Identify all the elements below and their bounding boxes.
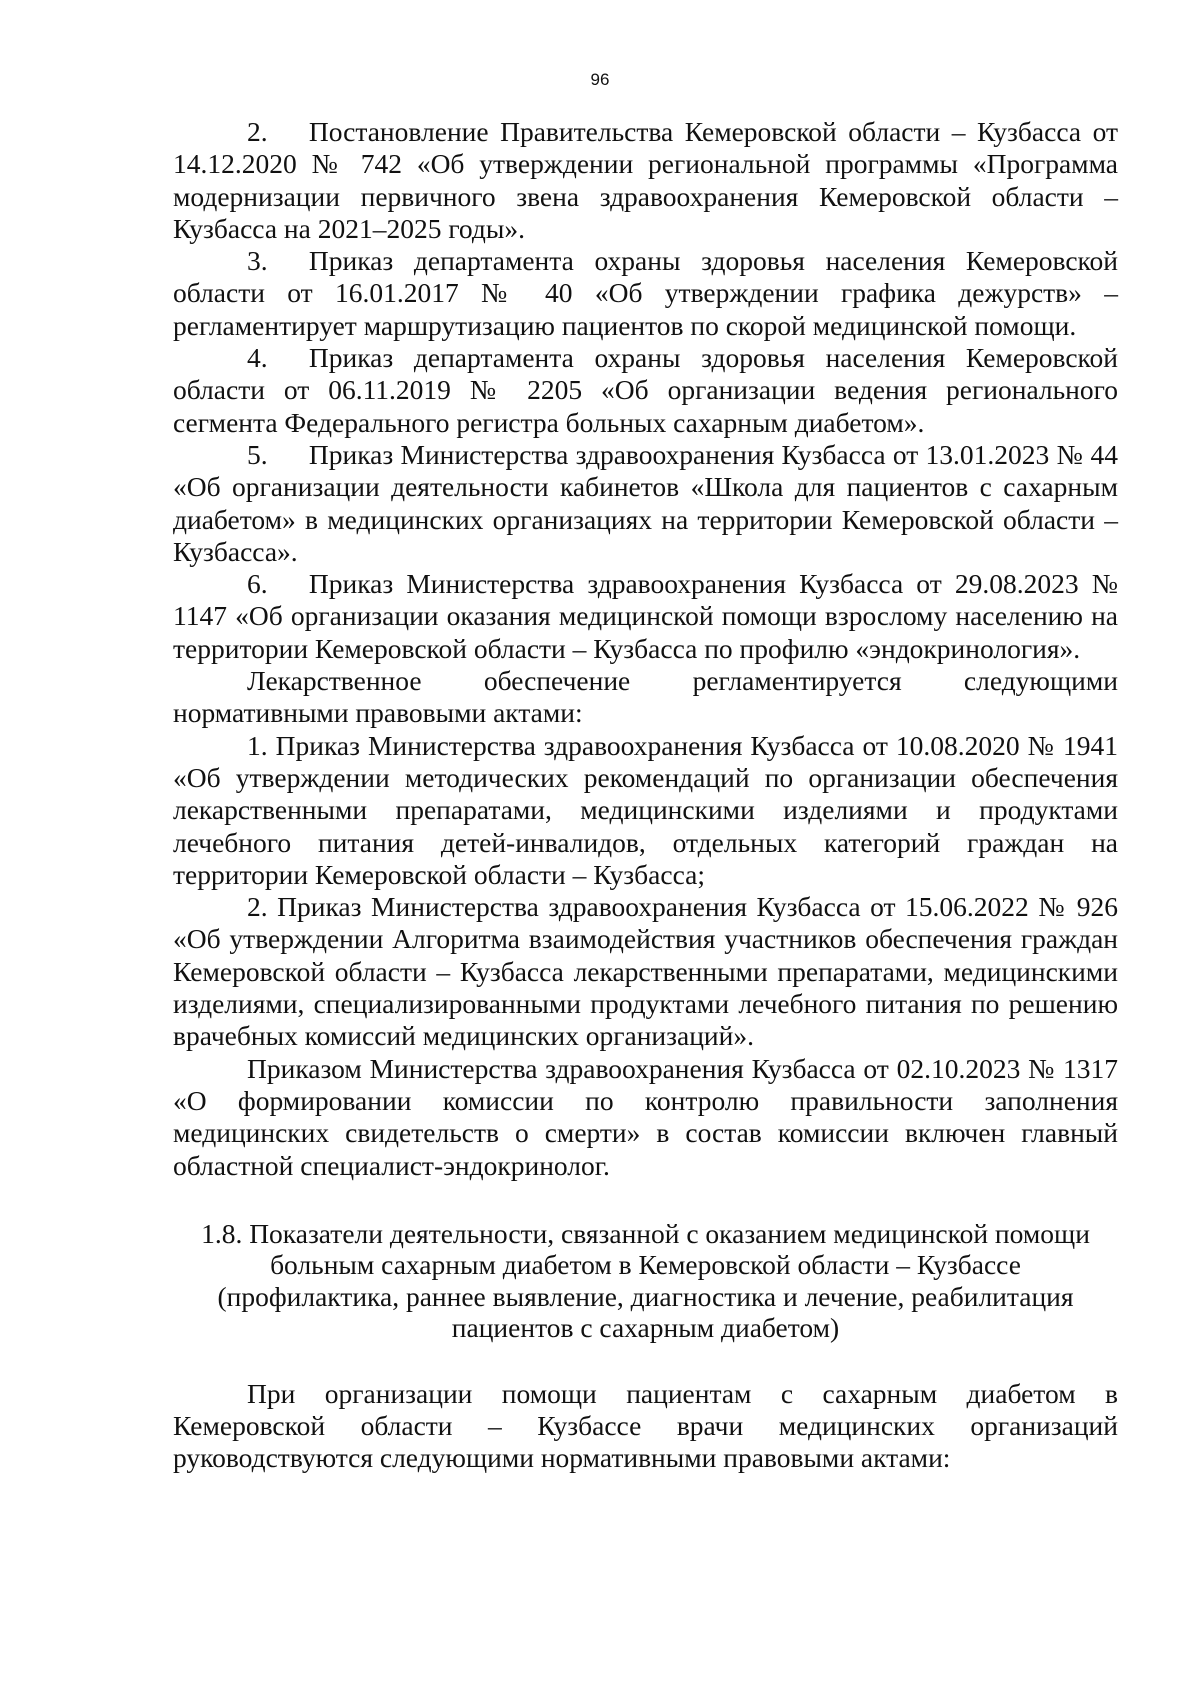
section-heading-line: (профилактика, раннее выявление, диагностика и лечение, реабилитация (217, 1280, 1074, 1312)
list-item-order-1941: 1. Приказ Министерства здравоохранения Кузбасса от 10.08.2020 № 1941 «Об утверждении методических рекомендаций по организации обеспечения лекарственными препаратами, медицинскими изделиями и продуктами лечебного питания детей-инвалидов, отдельных категорий граждан на территории Кемеровской области – Кузбасса; (173, 729, 1118, 890)
section-heading-1-8 (173, 1218, 1118, 1344)
list-item-order-1147: 6. Приказ Министерства здравоохранения Кузбасса от 29.08.2023 № 1147 «Об организации оказания медицинской помощи взрослому населению на территории Кемеровской области – Кузбасса по профилю «эндокринология». (173, 568, 1118, 664)
paragraph-drug-supply-intro: Лекарственное обеспечение регламентируется следующими нормативными правовыми актами: (173, 665, 1118, 729)
page-number: 96 (590, 70, 610, 89)
list-item-order-40: 3. Приказ департамента охраны здоровья населения Кемеровской области от 16.01.2017 № 40 «Об утверждении графика дежурств» – регламентирует маршрутизацию пациентов по скорой медицинской помощи. (173, 245, 1118, 341)
list-item-order-926: 2. Приказ Министерства здравоохранения Кузбасса от 15.06.2022 № 926 «Об утверждении Алгоритма взаимодействия участников обеспечения граждан Кемеровской области – Кузбасса лекарственными препаратами, медицинскими изделиями, специализированными продуктами лечебного питания по решению врачебных комиссий медицинских организаций». (173, 891, 1118, 1052)
list-item-resolution-742: 2. Постановление Правительства Кемеровской области – Кузбасса от 14.12.2020 № 742 «Об утверждении региональной программы «Программа модернизации первичного звена здравоохранения Кемеровской области – Кузбасса на 2021–2025 годы». (173, 116, 1118, 244)
section-heading-line: больным сахарным диабетом в Кемеровской области – Кузбассе (270, 1249, 1021, 1281)
list-item-order-44: 5. Приказ Министерства здравоохранения Кузбасса от 13.01.2023 № 44 «Об организации деятельности кабинетов «Школа для пациентов с сахарным диабетом» в медицинских организациях на территории Кемеровской области – Кузбасса». (173, 438, 1118, 567)
section-heading-line: 1.8. Показатели деятельности, связанной с оказанием медицинской помощи (201, 1217, 1090, 1249)
list-item-order-2205: 4. Приказ департамента охраны здоровья населения Кемеровской области от 06.11.2019 № 2205 «Об организации ведения регионального сегмента Федерального регистра больных сахарным диабетом». (173, 342, 1118, 438)
paragraph-organization-acts: При организации помощи пациентам с сахарным диабетом в Кемеровской области – Кузбассе врачи медицинских организаций руководствуются следующими нормативными правовыми актами: (173, 1377, 1118, 1474)
paragraph-order-1317: Приказом Министерства здравоохранения Кузбасса от 02.10.2023 № 1317 «О формировании комиссии по контролю правильности заполнения медицинских свидетельств о смерти» в состав комиссии включен главный областной специалист-эндокринолог. (173, 1052, 1118, 1181)
section-heading-line: пациентов с сахарным диабетом) (451, 1312, 840, 1344)
document-body (173, 116, 1118, 1475)
